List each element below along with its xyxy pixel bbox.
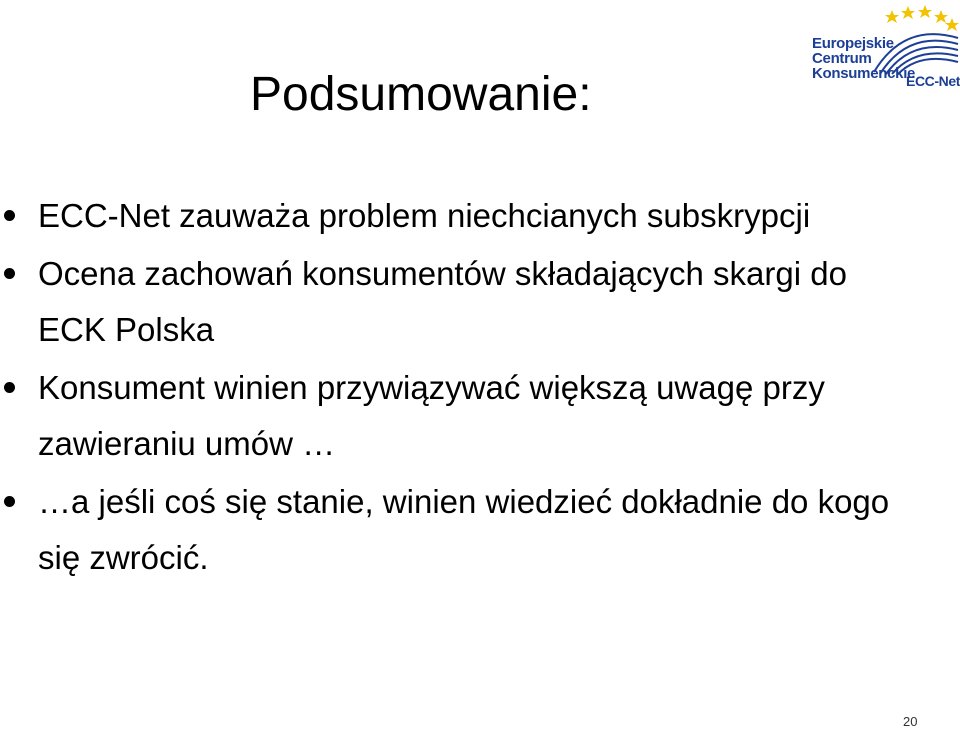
bullet-text: …a jeśli coś się stanie, winien wiedzieć dokładnie do kogo się zwrócić.	[38, 483, 890, 576]
bullet-dot-icon	[4, 382, 15, 393]
logo-line-1: Europejskie	[812, 35, 894, 52]
logo-line-3: Konsumenckie	[812, 65, 916, 82]
logo-line-2: Centrum	[812, 50, 872, 67]
bullet-item	[0, 474, 918, 586]
bullet-text: Ocena zachowań konsumentów składających skargi do ECK Polska	[38, 255, 847, 348]
bullet-text: Konsument winien przywiązywać większą uwagę przy zawieraniu umów …	[38, 369, 825, 462]
page-number: 20	[903, 714, 918, 729]
bullet-dot-icon	[4, 210, 15, 221]
bullet-text: ECC-Net zauważa problem niechcianych subskrypcji	[38, 197, 811, 234]
bullet-item	[0, 188, 918, 244]
bullet-dot-icon	[4, 496, 15, 507]
bullet-item	[0, 360, 918, 472]
bullet-dot-icon	[4, 268, 15, 279]
logo-wordmark	[812, 36, 915, 81]
logo-ecc-net: ECC-Net	[906, 73, 960, 89]
slide-title: Podsumowanie:	[250, 68, 592, 121]
bullet-item	[0, 246, 918, 358]
bullet-list	[0, 188, 960, 588]
ecc-logo	[812, 2, 960, 94]
